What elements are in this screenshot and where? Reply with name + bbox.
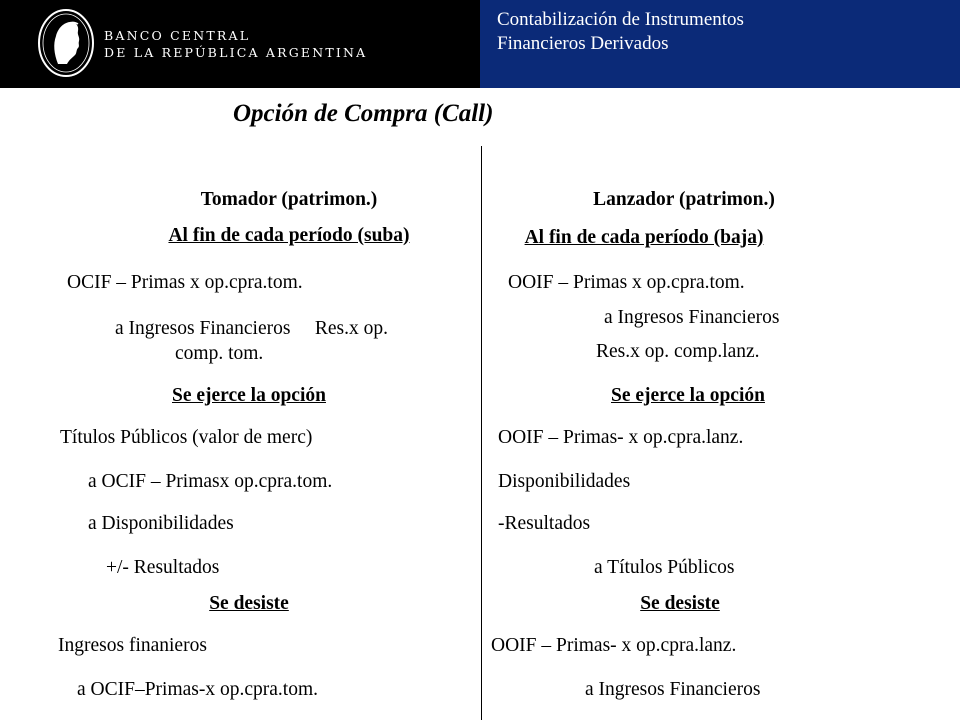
right-entry-line: OOIF – Primas- x op.cpra.lanz. — [498, 427, 744, 448]
bank-name — [104, 27, 367, 61]
right-entry-line: -Resultados — [498, 513, 591, 534]
bank-seal-icon — [36, 6, 96, 80]
document-title-line2: Financieros Derivados — [497, 33, 669, 54]
left-section1-heading: Al fin de cada período (suba) — [168, 225, 410, 246]
left-entry-line: a OCIF–Primas-x op.cpra.tom. — [77, 679, 319, 700]
left-entry-line: a OCIF – Primasx op.cpra.tom. — [88, 471, 333, 492]
document-title-line1: Contabilización de Instrumentos — [497, 9, 744, 30]
column-divider — [481, 146, 482, 720]
right-entry-line: a Títulos Públicos — [594, 557, 735, 578]
right-entry-line: Res.x op. comp.lanz. — [596, 341, 760, 362]
left-entry-line: comp. tom. — [175, 343, 264, 364]
right-entry-line: a Ingresos Financieros — [585, 679, 761, 700]
right-entry-line: OOIF – Primas- x op.cpra.lanz. — [491, 635, 737, 656]
right-heading: Lanzador (patrimon.) — [593, 189, 775, 210]
left-entry-line: OCIF – Primas x op.cpra.tom. — [67, 272, 303, 293]
header-title-panel — [480, 0, 960, 88]
left-entry-line: a Disponibilidades — [88, 513, 234, 534]
left-entry-line: a Ingresos Financieros Res.x op. — [115, 318, 388, 339]
left-section3-heading: Se desiste — [209, 593, 289, 614]
left-entry-line: Títulos Públicos (valor de merc) — [60, 427, 313, 448]
right-section1-heading: Al fin de cada período (baja) — [524, 227, 764, 248]
slide-title: Opción de Compra (Call) — [233, 100, 494, 127]
left-entry-line: Ingresos finanieros — [58, 635, 207, 656]
right-entry-line: Disponibilidades — [498, 471, 631, 492]
left-section2-heading: Se ejerce la opción — [172, 385, 326, 406]
document-title — [497, 8, 744, 56]
right-section3-heading: Se desiste — [640, 593, 720, 614]
bank-name-line2: DE LA REPÚBLICA ARGENTINA — [104, 45, 368, 60]
header-bank-panel — [0, 0, 480, 88]
left-heading: Tomador (patrimon.) — [200, 189, 378, 210]
left-entry-line: +/- Resultados — [106, 557, 220, 578]
bank-name-line1: BANCO CENTRAL — [104, 28, 251, 43]
right-entry-line: OOIF – Primas x op.cpra.tom. — [508, 272, 745, 293]
right-section2-heading: Se ejerce la opción — [611, 385, 765, 406]
right-entry-line: a Ingresos Financieros — [604, 307, 780, 328]
